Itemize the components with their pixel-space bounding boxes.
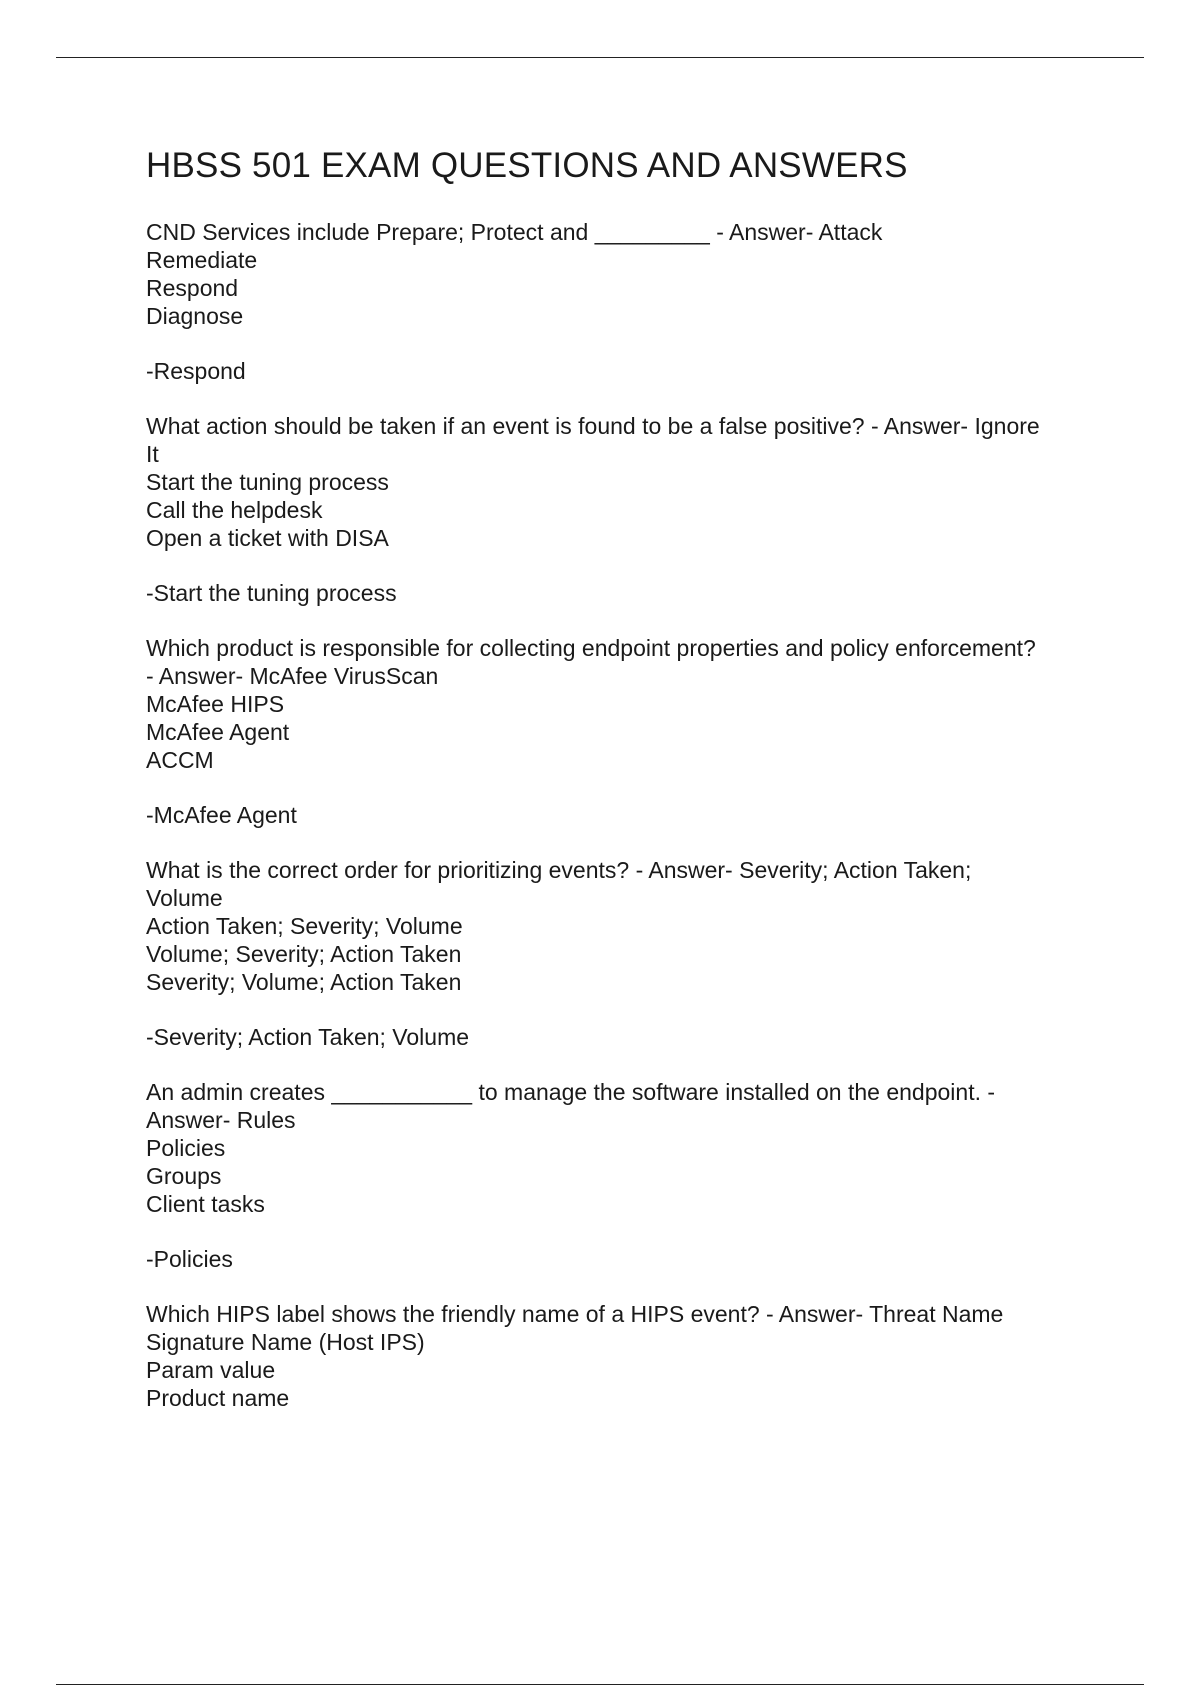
- option-line: Respond: [146, 275, 239, 301]
- header-rule: [56, 57, 1144, 58]
- option-line: Policies: [146, 1135, 226, 1161]
- document-title: HBSS 501 EXAM QUESTIONS AND ANSWERS: [146, 146, 908, 185]
- question-line: CND Services include Prepare; Protect and _________ - Answer- Attack: [146, 219, 883, 245]
- question-line: Which product is responsible for collecting endpoint properties and policy enforcement?: [146, 635, 1036, 661]
- qa-item: [146, 856, 1096, 1051]
- option-line: McAfee HIPS: [146, 691, 285, 717]
- option-line: Product name: [146, 1385, 290, 1411]
- option-line: Call the helpdesk: [146, 497, 323, 523]
- correct-answer: -Policies: [146, 1246, 233, 1272]
- document-body: [146, 144, 1096, 1439]
- question-line: What action should be taken if an event is found to be a false positive? - Answer- Ignore: [146, 413, 1040, 439]
- option-line: Param value: [146, 1357, 276, 1383]
- option-line: Open a ticket with DISA: [146, 525, 389, 551]
- correct-answer: -Respond: [146, 358, 246, 384]
- qa-item: [146, 634, 1096, 829]
- footer-rule: [56, 1684, 1144, 1685]
- option-line: ACCM: [146, 747, 214, 773]
- option-line: Diagnose: [146, 303, 244, 329]
- qa-item: [146, 1300, 1096, 1412]
- question-line: Volume: [146, 885, 223, 911]
- option-line: Start the tuning process: [146, 469, 389, 495]
- option-line: Action Taken; Severity; Volume: [146, 913, 463, 939]
- question-line: Answer- Rules: [146, 1107, 296, 1133]
- option-line: Severity; Volume; Action Taken: [146, 969, 462, 995]
- correct-answer: -McAfee Agent: [146, 802, 297, 828]
- option-line: Client tasks: [146, 1191, 265, 1217]
- option-line: Remediate: [146, 247, 258, 273]
- question-line: Which HIPS label shows the friendly name of a HIPS event? - Answer- Threat Name: [146, 1301, 1004, 1327]
- option-line: Groups: [146, 1163, 222, 1189]
- correct-answer: -Severity; Action Taken; Volume: [146, 1024, 470, 1050]
- qa-item: [146, 1078, 1096, 1273]
- option-line: Volume; Severity; Action Taken: [146, 941, 462, 967]
- qa-item: [146, 218, 1096, 385]
- question-line: What is the correct order for prioritizing events? - Answer- Severity; Action Taken;: [146, 857, 972, 883]
- correct-answer: -Start the tuning process: [146, 580, 397, 606]
- question-line: An admin creates ___________ to manage the software installed on the endpoint. -: [146, 1079, 996, 1105]
- option-line: McAfee Agent: [146, 719, 290, 745]
- qa-item: [146, 412, 1096, 607]
- question-line: It: [146, 441, 159, 467]
- option-line: Signature Name (Host IPS): [146, 1329, 425, 1355]
- question-line: - Answer- McAfee VirusScan: [146, 663, 439, 689]
